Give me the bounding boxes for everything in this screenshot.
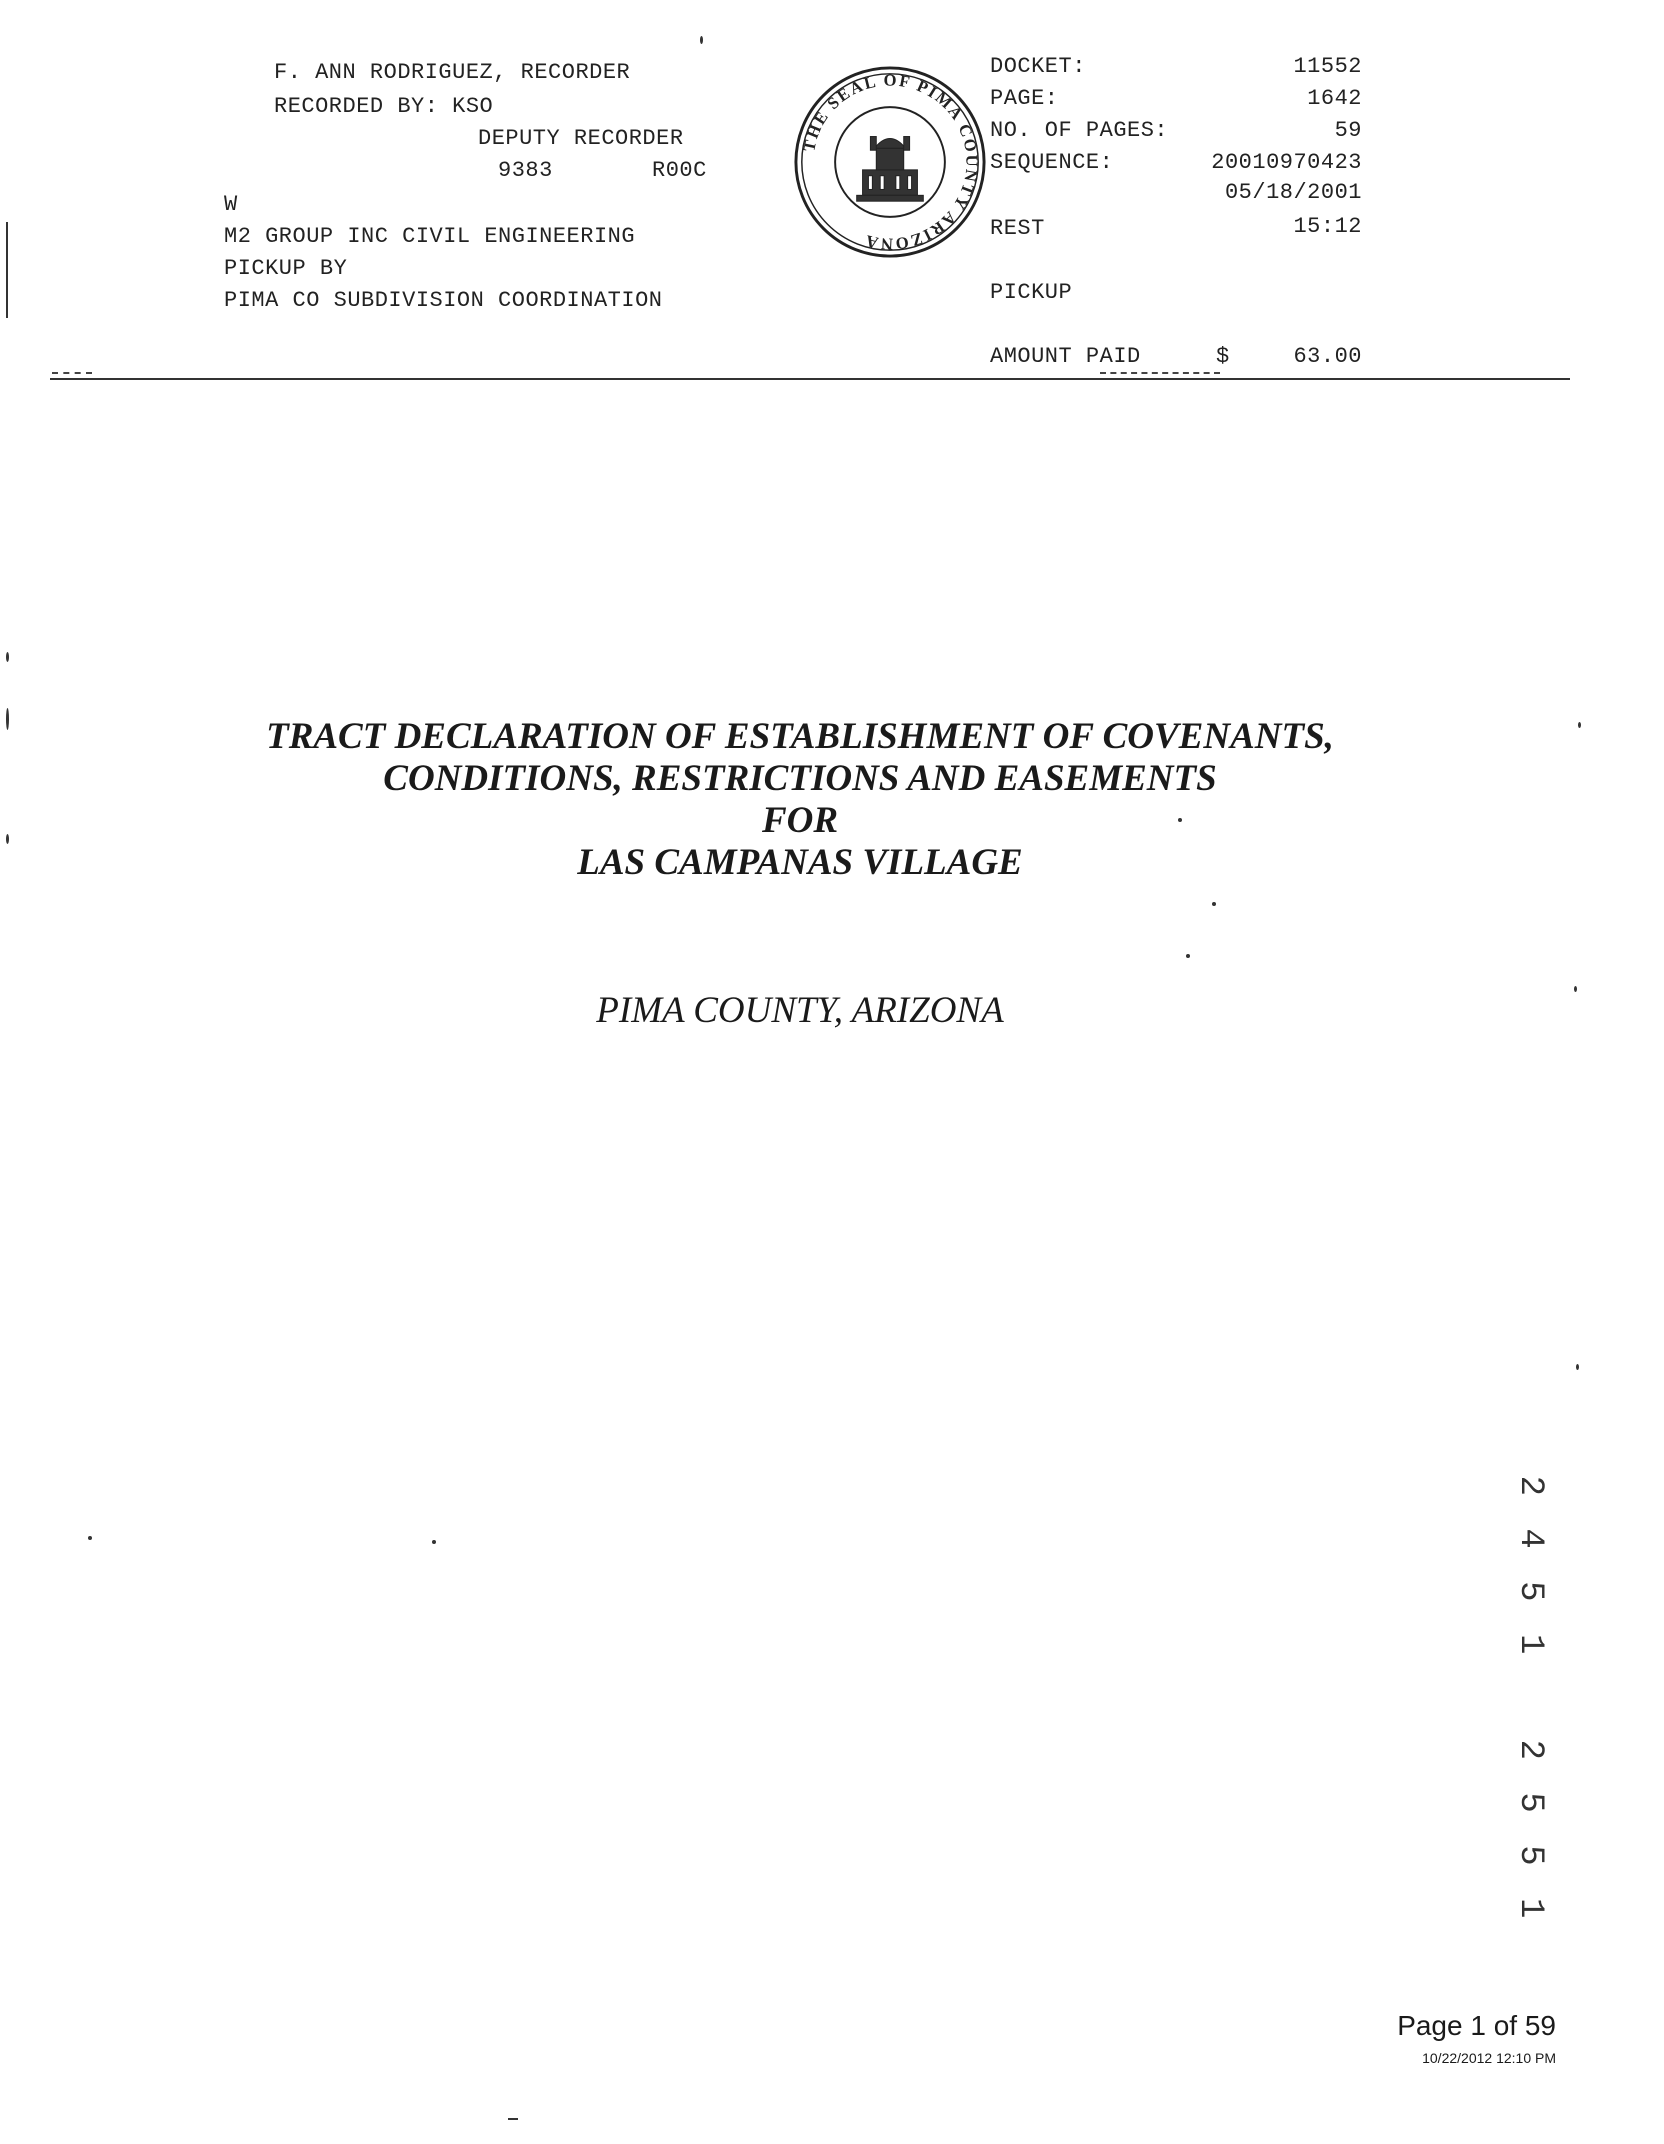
recording-date: 05/18/2001 — [1224, 180, 1362, 205]
scan-speck — [1186, 954, 1190, 958]
pickup-label: PICKUP — [990, 280, 1073, 305]
scan-edge-mark — [6, 222, 8, 318]
pickup-by: PICKUP BY — [224, 256, 348, 281]
header-divider — [50, 378, 1570, 380]
scan-speck — [88, 1536, 92, 1540]
title-line-4: LAS CAMPANAS VILLAGE — [577, 842, 1023, 883]
divider-dash — [52, 372, 92, 374]
title-line-3: FOR — [761, 800, 839, 841]
scan-speck — [1178, 818, 1182, 822]
docket-label: DOCKET: — [990, 54, 1086, 79]
scan-speck — [1212, 902, 1216, 906]
scan-speck — [6, 834, 9, 844]
docket-value: 11552 — [1293, 54, 1362, 79]
title-line-1: TRACT DECLARATION OF ESTABLISHMENT OF COVENANTS, — [266, 716, 1334, 757]
sequence-label: SEQUENCE: — [990, 150, 1114, 175]
recorded-by: RECORDED BY: KSO — [274, 94, 494, 119]
scan-speck — [6, 652, 9, 662]
county-heading: PIMA COUNTY, ARIZONA — [596, 990, 1004, 1031]
subdivision-coordination: PIMA CO SUBDIVISION COORDINATION — [224, 288, 663, 313]
scan-speck — [6, 708, 9, 730]
deputy-number: 9383 — [498, 158, 553, 183]
sequence-value: 20010970423 — [1211, 150, 1362, 175]
currency-symbol: $ — [1216, 344, 1230, 369]
scan-speck — [1574, 986, 1577, 992]
deputy-recorder: DEPUTY RECORDER — [478, 126, 684, 151]
courthouse-icon — [857, 137, 924, 202]
scan-speck — [700, 36, 703, 44]
recording-time: 15:12 — [1293, 214, 1362, 239]
scan-speck — [508, 2118, 518, 2120]
print-timestamp: 10/22/2012 12:10 PM — [1422, 2050, 1556, 2066]
pages-value: 59 — [1334, 118, 1362, 143]
pima-county-seal — [792, 64, 988, 260]
recorder-name: F. ANN RODRIGUEZ, RECORDER — [274, 60, 631, 85]
title-line-2: CONDITIONS, RESTRICTIONS AND EASEMENTS — [383, 758, 1217, 799]
amount-value: 63.00 — [1293, 344, 1362, 369]
scan-speck — [1578, 722, 1581, 728]
page-value: 1642 — [1307, 86, 1362, 111]
page-label: PAGE: — [990, 86, 1059, 111]
rest-label: REST — [990, 216, 1045, 241]
side-docket-stamp: 2 4 5 1 2 5 5 1 — [1511, 1475, 1549, 1925]
amount-label: AMOUNT PAID — [990, 344, 1141, 369]
scan-speck — [432, 1540, 436, 1544]
engineering-firm: M2 GROUP INC CIVIL ENGINEERING — [224, 224, 636, 249]
divider-dash — [1100, 372, 1220, 374]
pages-label: NO. OF PAGES: — [990, 118, 1169, 143]
page-counter: Page 1 of 59 — [1397, 2010, 1556, 2041]
recorder-w: W — [224, 192, 238, 217]
recorder-code: R00C — [652, 158, 707, 183]
seal-text: THE SEAL OF PIMA COUNTY ARIZONA — [799, 70, 982, 254]
scan-speck — [1576, 1364, 1579, 1370]
